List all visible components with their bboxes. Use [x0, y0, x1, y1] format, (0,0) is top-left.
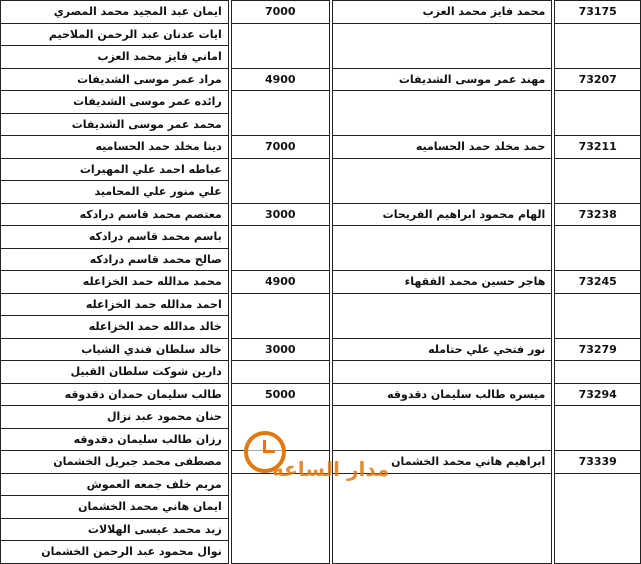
table-row: [1, 248, 641, 271]
sponsor-name-cell: رزان طالب سليمان دقدوقه: [1, 428, 229, 451]
sponsor-name-cell: خالد سلطان فندي الشياب: [1, 338, 229, 361]
sponsor-name-cell: مراد عمر موسى الشديفات: [1, 68, 229, 91]
amount-cell: [231, 541, 329, 564]
sponsor-name-cell: محمد عمر موسى الشديفات: [1, 113, 229, 136]
table-row: [1, 383, 641, 406]
id-cell: [555, 496, 641, 519]
sponsor-name-cell: عباطه احمد علي المهيرات: [1, 158, 229, 181]
student-name-cell: [332, 541, 552, 564]
id-cell: [555, 226, 641, 249]
table-row: [1, 46, 641, 69]
table-row: [1, 361, 641, 384]
sponsor-name-cell: مصطفى محمد جبريل الخشمان: [1, 451, 229, 474]
table-row: [1, 338, 641, 361]
student-name-cell: محمد فايز محمد العزب: [332, 1, 552, 24]
table-row: [1, 226, 641, 249]
sponsor-name-cell: معتصم محمد قاسم درادكه: [1, 203, 229, 226]
amount-cell: [231, 496, 329, 519]
id-cell: 73294: [555, 383, 641, 406]
table-row: [1, 158, 641, 181]
id-cell: [555, 316, 641, 339]
sponsor-name-cell: دارين شوكت سلطان القبيل: [1, 361, 229, 384]
table-row: [1, 68, 641, 91]
id-cell: 73238: [555, 203, 641, 226]
id-cell: 73339: [555, 451, 641, 474]
sponsor-name-cell: مريم خلف جمعه العموش: [1, 473, 229, 496]
sponsor-name-cell: نوال محمود عبد الرحمن الخشمان: [1, 541, 229, 564]
table-row: [1, 293, 641, 316]
sponsor-name-cell: باسم محمد قاسم درادكه: [1, 226, 229, 249]
student-name-cell: [332, 428, 552, 451]
student-name-cell: [332, 406, 552, 429]
id-cell: [555, 23, 641, 46]
amount-cell: [231, 518, 329, 541]
id-cell: [555, 46, 641, 69]
table-row: [1, 271, 641, 294]
id-cell: 73211: [555, 136, 641, 159]
table-row: [1, 203, 641, 226]
amount-cell: [231, 46, 329, 69]
sponsor-name-cell: صالح محمد قاسم درادكه: [1, 248, 229, 271]
amount-cell: [231, 316, 329, 339]
id-cell: [555, 113, 641, 136]
table-row: [1, 91, 641, 114]
id-cell: [555, 181, 641, 204]
id-cell: 73279: [555, 338, 641, 361]
sponsor-name-cell: خالد مدالله حمد الخزاعله: [1, 316, 229, 339]
student-name-cell: ابراهيم هاني محمد الخشمان: [332, 451, 552, 474]
sponsor-name-cell: حنان محمود عبد نزال: [1, 406, 229, 429]
amount-cell: [231, 248, 329, 271]
amount-cell: 3000: [231, 203, 329, 226]
sponsor-name-cell: ايات عدنان عبد الرحمن الملاحيم: [1, 23, 229, 46]
student-name-cell: [332, 23, 552, 46]
table-row: [1, 518, 641, 541]
student-name-cell: [332, 181, 552, 204]
student-name-cell: [332, 361, 552, 384]
student-name-cell: [332, 496, 552, 519]
student-name-cell: [332, 113, 552, 136]
amount-cell: [231, 23, 329, 46]
id-cell: [555, 518, 641, 541]
student-name-cell: [332, 226, 552, 249]
sponsor-name-cell: احمد مدالله حمد الخزاعله: [1, 293, 229, 316]
amount-cell: [231, 113, 329, 136]
student-name-cell: [332, 158, 552, 181]
id-cell: [555, 293, 641, 316]
sponsor-name-cell: ايمان عبد المجيد محمد المصري: [1, 1, 229, 24]
id-cell: [555, 361, 641, 384]
table-row: [1, 113, 641, 136]
amount-cell: [231, 361, 329, 384]
watermark-text: مدار الساعة: [272, 457, 390, 481]
id-cell: [555, 406, 641, 429]
amount-cell: [231, 158, 329, 181]
id-cell: 73207: [555, 68, 641, 91]
student-name-cell: [332, 316, 552, 339]
amount-cell: 7000: [231, 1, 329, 24]
amount-cell: 3000: [231, 338, 329, 361]
student-name-cell: مهند عمر موسى الشديفات: [332, 68, 552, 91]
watermark-logo: [238, 425, 390, 489]
amount-cell: [231, 293, 329, 316]
amount-cell: [231, 91, 329, 114]
amount-cell: 4900: [231, 271, 329, 294]
student-name-cell: [332, 91, 552, 114]
id-cell: [555, 248, 641, 271]
student-name-cell: [332, 248, 552, 271]
student-name-cell: ميسره طالب سليمان دقدوقه: [332, 383, 552, 406]
id-cell: [555, 428, 641, 451]
id-cell: [555, 541, 641, 564]
student-name-cell: الهام محمود ابراهيم الفريحات: [332, 203, 552, 226]
student-name-cell: نور فتحي علي حتامله: [332, 338, 552, 361]
amount-cell: 7000: [231, 136, 329, 159]
sponsor-name-cell: طالب سليمان حمدان دقدوقه: [1, 383, 229, 406]
amount-cell: [231, 226, 329, 249]
table-row: [1, 181, 641, 204]
id-cell: [555, 91, 641, 114]
id-cell: 73175: [555, 1, 641, 24]
table-row: [1, 136, 641, 159]
student-name-cell: حمد مخلد حمد الحساميه: [332, 136, 552, 159]
sponsor-name-cell: رائده عمر موسى الشديفات: [1, 91, 229, 114]
student-name-cell: [332, 293, 552, 316]
amount-cell: 5000: [231, 383, 329, 406]
table-row: [1, 541, 641, 564]
table-row: [1, 23, 641, 46]
id-cell: 73245: [555, 271, 641, 294]
student-name-cell: هاجر حسين محمد الفقهاء: [332, 271, 552, 294]
sponsor-name-cell: ايمان هاني محمد الخشمان: [1, 496, 229, 519]
sponsor-name-cell: علي منور علي المحاميد: [1, 181, 229, 204]
sponsor-name-cell: محمد مدالله حمد الخزاعله: [1, 271, 229, 294]
sponsor-name-cell: دينا مخلد حمد الحساميه: [1, 136, 229, 159]
sponsor-name-cell: اماني فايز محمد العزب: [1, 46, 229, 69]
table-row: [1, 496, 641, 519]
amount-cell: 4900: [231, 68, 329, 91]
sponsor-name-cell: زيد محمد عيسى الهلالات: [1, 518, 229, 541]
student-name-cell: [332, 46, 552, 69]
student-name-cell: [332, 518, 552, 541]
id-cell: [555, 158, 641, 181]
id-cell: [555, 473, 641, 496]
table-row: [1, 316, 641, 339]
table-row: [1, 1, 641, 24]
amount-cell: [231, 181, 329, 204]
